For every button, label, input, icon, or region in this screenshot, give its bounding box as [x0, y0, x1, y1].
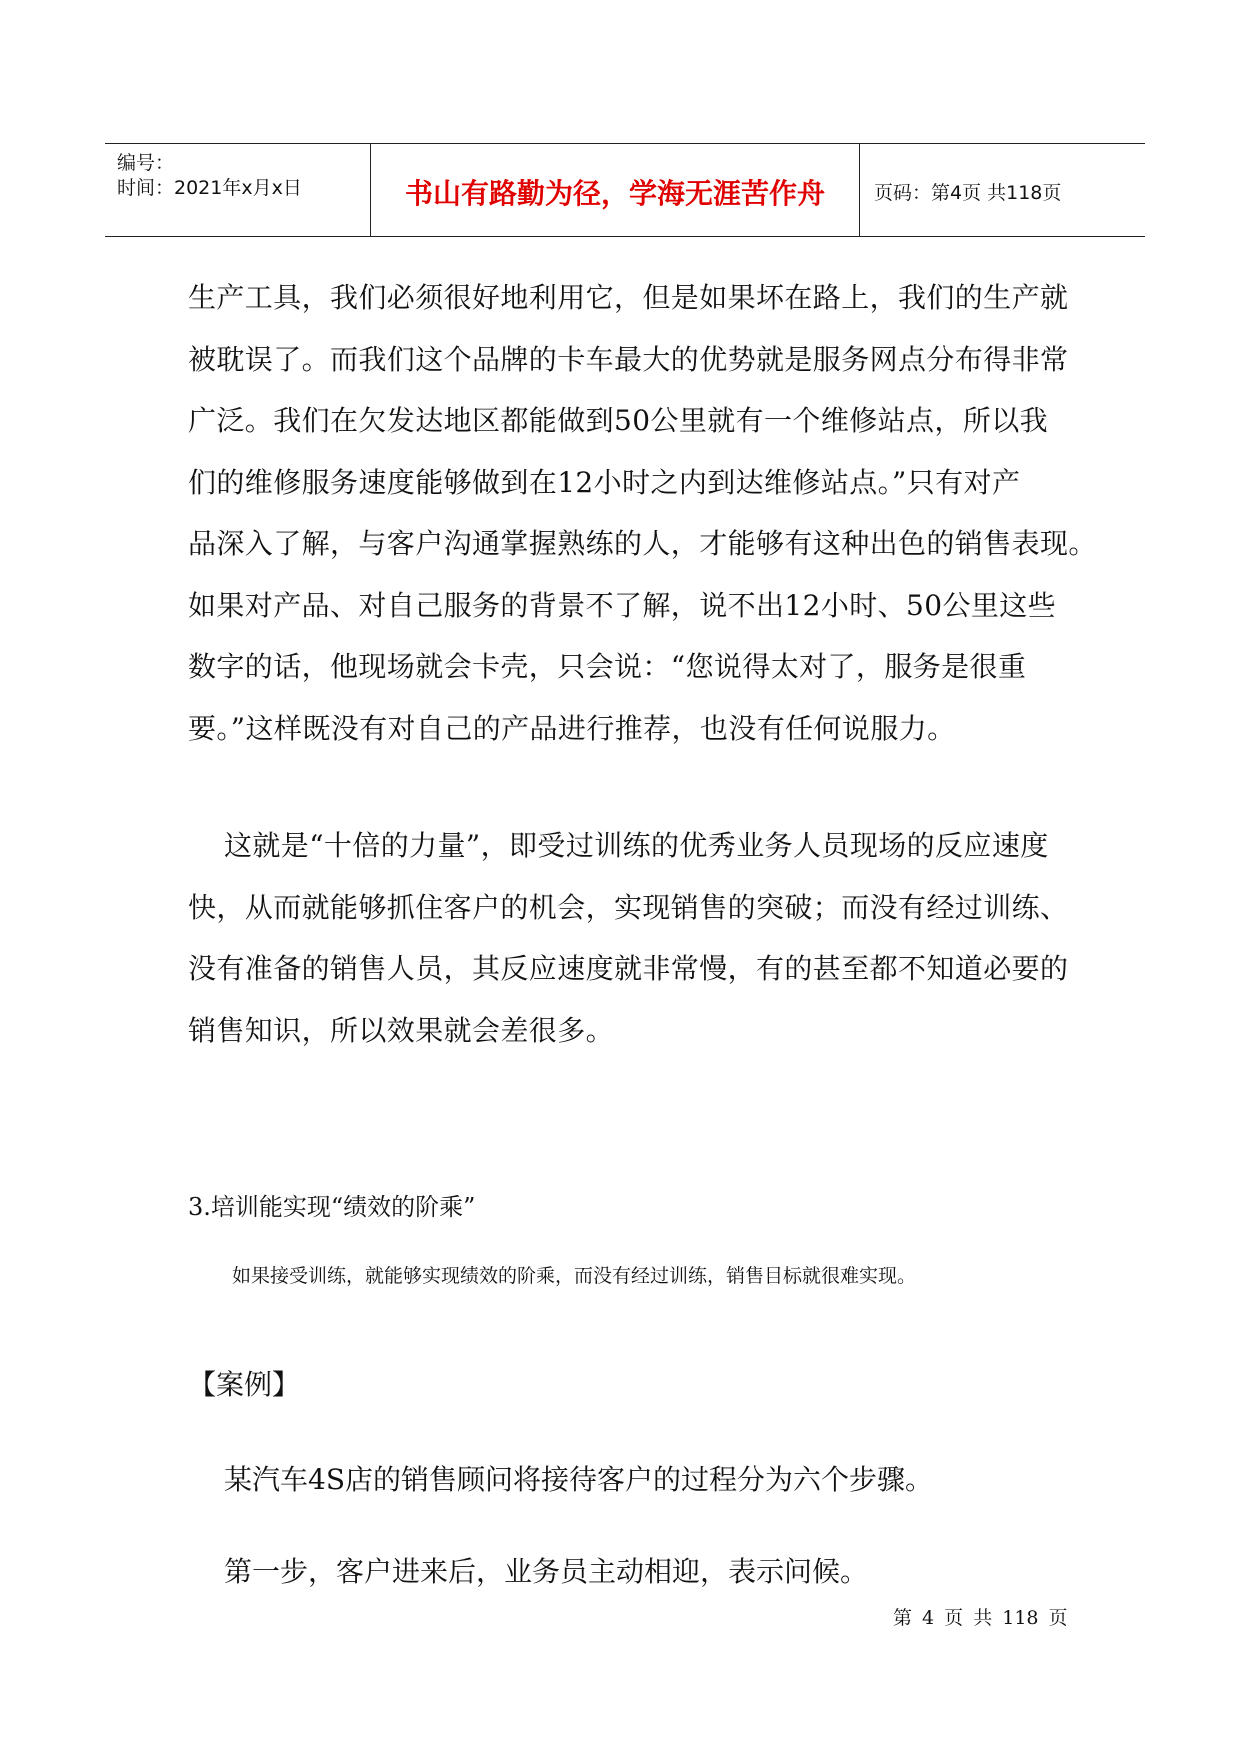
- header-motto: 书山有路勤为径，学海无涯苦作舟: [404, 177, 825, 210]
- document-number-label: 编号：: [117, 152, 175, 174]
- case-intro: 某汽车4S店的销售顾问将接待客户的过程分为六个步骤。: [224, 1463, 933, 1496]
- header-info-cell: [105, 144, 370, 236]
- page-footer: 第 4 页 共 118 页: [893, 1607, 1068, 1629]
- paragraph-line: 要。”这样既没有对自己的产品进行推荐，也没有任何说服力。: [188, 711, 956, 745]
- case-label: 【案例】: [188, 1368, 301, 1401]
- paragraph-line: 销售知识，所以效果就会差很多。: [188, 1013, 615, 1047]
- header-page-code: 页码：第4页 共118页: [874, 182, 1062, 204]
- paragraph-line: 广泛。我们在欠发达地区都能做到50公里就有一个维修站点，所以我: [188, 404, 1049, 437]
- header-motto-cell: [370, 144, 860, 236]
- paragraph-line: 们的维修服务速度能够做到在12小时之内到达维修站点。”只有对产: [188, 465, 1021, 499]
- page-header: [105, 143, 1145, 237]
- case-step-1: 第一步，客户进来后，业务员主动相迎，表示问候。: [224, 1555, 869, 1588]
- paragraph-line: 如果对产品、对自己服务的背景不了解，说不出12小时、50公里这些: [188, 588, 1057, 622]
- paragraph-line: 快，从而就能够抓住客户的机会，实现销售的突破；而没有经过训练、: [188, 890, 1069, 924]
- paragraph-line: 品深入了解，与客户沟通掌握熟练的人，才能够有这种出色的销售表现。: [188, 527, 1097, 560]
- paragraph-line: 没有准备的销售人员，其反应速度就非常慢，有的甚至都不知道必要的: [188, 952, 1069, 985]
- paragraph-line: 被耽误了。而我们这个品牌的卡车最大的优势就是服务网点分布得非常: [188, 342, 1069, 376]
- paragraph-line: 生产工具，我们必须很好地利用它，但是如果坏在路上，我们的生产就: [188, 281, 1069, 314]
- section-heading: 3.培训能实现“绩效的阶乘”: [188, 1193, 476, 1221]
- body-paragraph-2: [188, 815, 1088, 1061]
- header-page-cell: [860, 144, 1145, 236]
- body-paragraph-1: [188, 267, 1097, 759]
- document-time-label: 时间：2021年x月x日: [117, 177, 302, 199]
- paragraph-line: 这就是“十倍的力量”，即受过训练的优秀业务人员现场的反应速度: [224, 829, 1049, 862]
- section-summary: 如果接受训练，就能够实现绩效的阶乘，而没有经过训练，销售目标就很难实现。: [232, 1265, 917, 1287]
- paragraph-line: 数字的话，他现场就会卡壳，只会说：“您说得太对了，服务是很重: [188, 650, 1027, 683]
